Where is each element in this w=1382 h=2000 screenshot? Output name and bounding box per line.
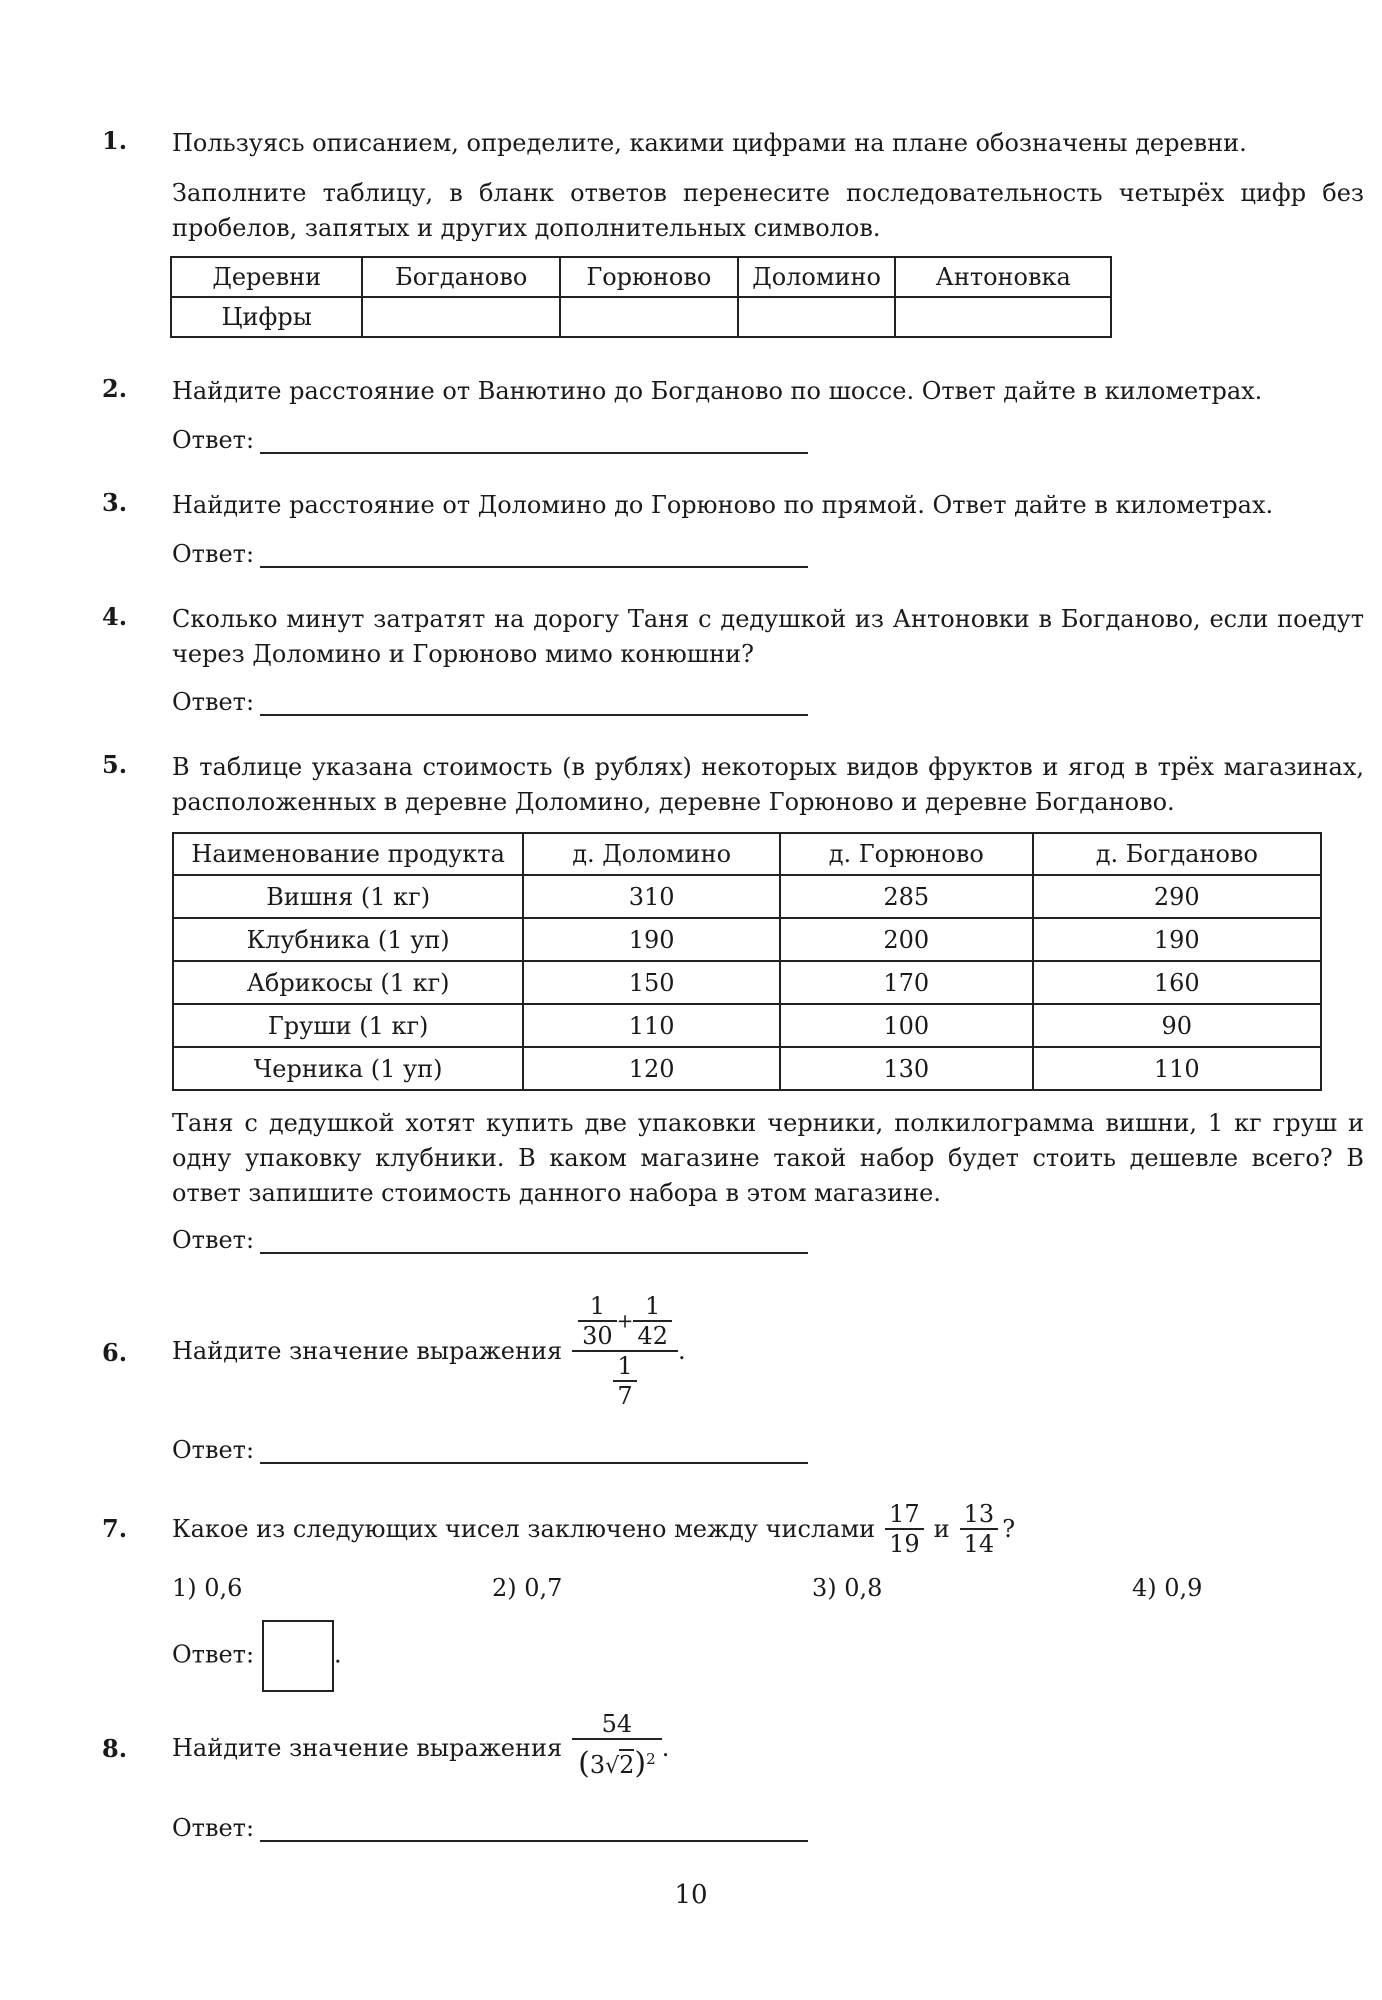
fraction-a (885, 1500, 924, 1558)
question-row (172, 1494, 1015, 1564)
table-header: д. Доломино (523, 833, 780, 875)
fraction (613, 1352, 636, 1410)
close-paren: ) (634, 1746, 647, 1781)
numerator: 1 (613, 1352, 636, 1382)
answer-row (172, 426, 808, 454)
radicand: 2 (619, 1751, 635, 1779)
digit-cell-antonovka[interactable] (895, 297, 1111, 337)
question-text: Найдите расстояние от Ванютино до Богданово по шоссе. Ответ дайте в километрах. (172, 377, 1263, 405)
expression-row (172, 1704, 669, 1792)
plus-sign: + (616, 1308, 634, 1333)
denominator: 19 (889, 1530, 920, 1558)
question-text: Найдите значение выражения (172, 1336, 563, 1365)
product-name: Черника (1 уп) (173, 1047, 523, 1090)
question-instruction: Заполните таблицу, в бланк ответов перенесите последовательность четырёх цифр без пробелов, запятых и других дополнительных символов. (172, 179, 1364, 242)
table-cell: Доломино (738, 257, 896, 297)
question-text: Какое из следующих чисел заключено между числами (172, 1514, 876, 1543)
answer-row (172, 1814, 808, 1842)
denominator (572, 1740, 662, 1786)
answer-line[interactable] (260, 1436, 808, 1464)
fraction-denominator (572, 1352, 678, 1410)
price-cell: 110 (1033, 1047, 1321, 1090)
answer-row (172, 1620, 342, 1692)
question-text: В таблице указана стоимость (в рублях) некоторых видов фруктов и ягод в трёх магазинах, расположенных в деревне Доломино, деревне Горюново и деревне Богданово. (172, 753, 1364, 816)
numerator: 1 (578, 1292, 617, 1322)
table-row (173, 1004, 1321, 1047)
numerator: 13 (960, 1500, 999, 1530)
question-text: Пользуясь описанием, определите, какими цифрами на плане обозначены деревни. (172, 129, 1247, 157)
option-1[interactable]: 1) 0,6 (172, 1574, 243, 1602)
fraction-numerator (572, 1292, 678, 1352)
table-row (173, 918, 1321, 961)
period: . (334, 1640, 342, 1669)
answer-label: Ответ: (172, 1226, 255, 1254)
answer-line[interactable] (260, 426, 808, 454)
answer-row (172, 1226, 808, 1254)
product-name: Груши (1 кг) (173, 1004, 523, 1047)
complex-fraction (572, 1292, 678, 1410)
question-number: 3. (102, 488, 128, 517)
digit-cell-goryunovo[interactable] (560, 297, 738, 337)
fraction-b (960, 1500, 999, 1558)
question-number: 7. (102, 1514, 128, 1543)
answer-row (172, 540, 808, 568)
table-row (173, 875, 1321, 918)
coefficient: 3 (589, 1751, 606, 1779)
answer-label: Ответ: (172, 688, 255, 716)
question-number: 2. (102, 374, 128, 403)
price-cell: 310 (523, 875, 780, 918)
answer-label: Ответ: (172, 426, 255, 454)
question-number: 5. (102, 750, 128, 779)
price-cell: 110 (523, 1004, 780, 1047)
price-cell: 160 (1033, 961, 1321, 1004)
period: . (677, 1336, 686, 1365)
question-text: Сколько минут затратят на дорогу Таня с дедушкой из Антоновки в Богданово, если поедут через Доломино и Горюново мимо конюшни? (172, 605, 1364, 668)
price-cell: 170 (780, 961, 1033, 1004)
open-paren: ( (578, 1746, 590, 1781)
denominator: 7 (617, 1382, 633, 1410)
page-number: 10 (674, 1880, 708, 1910)
answer-label: Ответ: (172, 1814, 255, 1842)
sqrt-symbol: √ (605, 1754, 620, 1779)
conjunction: и (933, 1514, 950, 1543)
answer-line[interactable] (260, 688, 808, 716)
period: . (661, 1733, 670, 1762)
table-header: Наименование продукта (173, 833, 523, 875)
table-row (173, 1047, 1321, 1090)
denominator: 42 (637, 1322, 668, 1350)
question-text: Найдите расстояние от Доломино до Горюново по прямой. Ответ дайте в километрах. (172, 491, 1274, 519)
question-number: 8. (102, 1734, 128, 1763)
fraction (572, 1710, 662, 1786)
table-row (173, 961, 1321, 1004)
answer-label: Ответ: (172, 1436, 255, 1464)
answer-line[interactable] (260, 1226, 808, 1254)
fraction (633, 1292, 672, 1350)
product-name: Вишня (1 кг) (173, 875, 523, 918)
numerator: 1 (633, 1292, 672, 1322)
exponent: 2 (646, 1750, 656, 1768)
numerator: 54 (572, 1710, 662, 1740)
question-number: 6. (102, 1338, 128, 1367)
price-cell: 200 (780, 918, 1033, 961)
option-3[interactable]: 3) 0,8 (812, 1574, 883, 1602)
option-2[interactable]: 2) 0,7 (492, 1574, 563, 1602)
answer-line[interactable] (260, 540, 808, 568)
fraction (578, 1292, 617, 1350)
table-header: д. Богданово (1033, 833, 1321, 875)
table-cell: Деревни (171, 257, 362, 297)
option-4[interactable]: 4) 0,9 (1132, 1574, 1203, 1602)
price-cell: 130 (780, 1047, 1033, 1090)
numerator: 17 (885, 1500, 924, 1530)
price-cell: 150 (523, 961, 780, 1004)
digit-cell-dolomino[interactable] (738, 297, 896, 337)
price-cell: 120 (523, 1047, 780, 1090)
table-header: д. Горюново (780, 833, 1033, 875)
table-cell: Цифры (171, 297, 362, 337)
digit-cell-bogdanovo[interactable] (362, 297, 560, 337)
expression-row (172, 1288, 686, 1414)
price-cell: 285 (780, 875, 1033, 918)
question-number: 1. (102, 126, 128, 155)
table-cell: Антоновка (895, 257, 1111, 297)
prices-table (172, 832, 1322, 1091)
product-name: Абрикосы (1 кг) (173, 961, 523, 1004)
answer-label: Ответ: (172, 540, 255, 568)
price-cell: 290 (1033, 875, 1321, 918)
price-cell: 100 (780, 1004, 1033, 1047)
table-cell: Богданово (362, 257, 560, 297)
question-text: Найдите значение выражения (172, 1733, 563, 1762)
price-cell: 190 (1033, 918, 1321, 961)
denominator: 30 (582, 1322, 613, 1350)
answer-label: Ответ: (172, 1640, 255, 1669)
question-number: 4. (102, 602, 128, 631)
question-followup: Таня с дедушкой хотят купить две упаковки черники, полкилограмма вишни, 1 кг груш и одну упаковку клубники. В каком магазине такой набор будет стоить дешевле всего? В ответ запишите стоимость данного набора в этом магазине. (172, 1109, 1364, 1207)
price-cell: 90 (1033, 1004, 1321, 1047)
question-mark: ? (1002, 1514, 1016, 1543)
villages-table (170, 256, 1112, 338)
table-cell: Горюново (560, 257, 738, 297)
answer-box[interactable] (262, 1620, 334, 1692)
product-name: Клубника (1 уп) (173, 918, 523, 961)
denominator: 14 (963, 1530, 995, 1558)
answer-row (172, 1436, 808, 1464)
answer-line[interactable] (260, 1814, 808, 1842)
price-cell: 190 (523, 918, 780, 961)
answer-row (172, 688, 808, 716)
